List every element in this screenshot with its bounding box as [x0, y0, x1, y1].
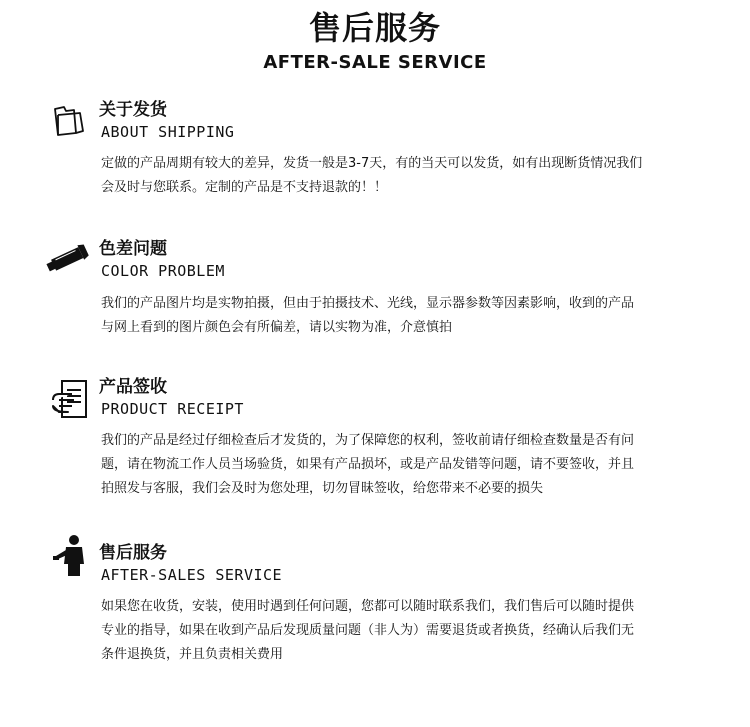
body-line: 专业的指导，如果在收到产品后发现质量问题（非人为）需要退货或者换货，经确认后我们无: [101, 623, 635, 638]
body-line: 与网上看到的图片颜色会有所偏差，请以实物为准，介意慎拍: [101, 320, 453, 335]
body-line: 我们的产品图片均是实物拍摄，但由于拍摄技术、光线，显示器参数等因素影响，收到的产品: [101, 296, 635, 311]
body-line: 会及时与您联系。定制的产品是不支持退款的！！: [101, 180, 388, 195]
section-body: [101, 292, 701, 340]
section-subtitle: ABOUT SHIPPING: [101, 123, 235, 141]
section-title: 关于发货: [99, 100, 167, 120]
section-body: [101, 152, 701, 200]
section-subtitle: AFTER-SALES SERVICE: [101, 566, 283, 584]
section-title: 色差问题: [99, 239, 167, 259]
section-body: [101, 429, 701, 501]
page-header: [0, 8, 750, 73]
folder-icon: [52, 103, 86, 141]
hand-document-icon: [50, 378, 90, 426]
page-subtitle: AFTER-SALE SERVICE: [263, 52, 487, 73]
section-subtitle: COLOR PROBLEM: [101, 262, 225, 280]
body-line: 题，请在物流工作人员当场验货，如果有产品损坏，或是产品发错等问题，请不要签收，并且: [101, 457, 635, 472]
body-line: 如果您在收货，安装，使用时遇到任何问题，您都可以随时联系我们，我们售后可以随时提供: [101, 599, 635, 614]
body-line: 拍照发与客服，我们会及时为您处理，切勿冒昧签收，给您带来不必要的损失: [101, 481, 544, 496]
body-line: 条件退换货，并且负责相关费用: [101, 647, 284, 662]
service-person-icon: [52, 534, 92, 582]
section-subtitle: PRODUCT RECEIPT: [101, 400, 244, 418]
body-line: 定做的产品周期有较大的差异，发货一般是3-7天，有的当天可以发货，如有出现断货情况我们: [101, 156, 643, 171]
body-line: 我们的产品是经过仔细检查后才发货的，为了保障您的权利，签收前请仔细检查数量是否有问: [101, 433, 635, 448]
page-title: 售后服务: [308, 9, 441, 47]
section-title: 产品签收: [99, 377, 167, 397]
section-body: [101, 595, 701, 667]
paint-tube-icon: [44, 240, 94, 280]
section-title: 售后服务: [99, 543, 167, 563]
